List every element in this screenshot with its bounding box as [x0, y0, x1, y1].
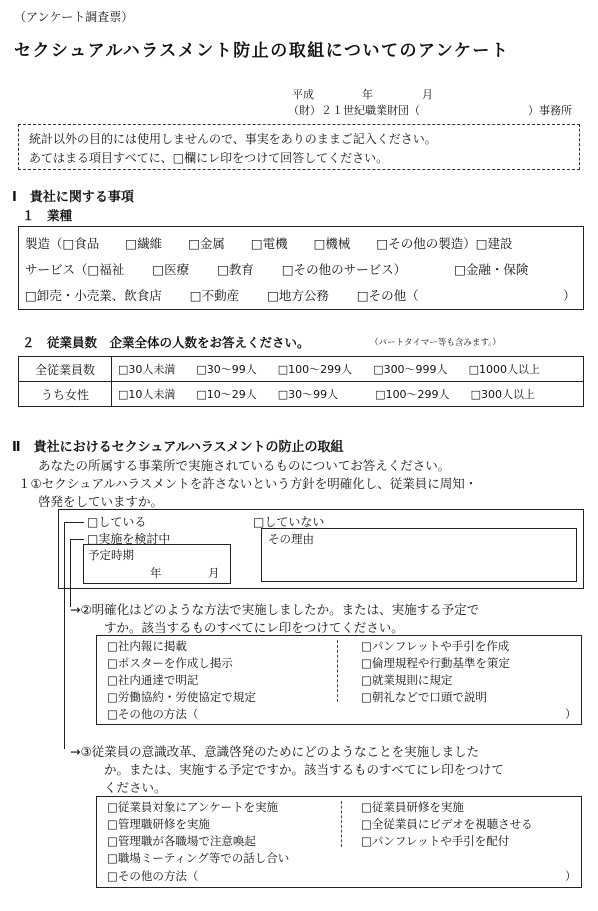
planned-month: 月: [208, 566, 220, 580]
industry-machine[interactable]: □機械: [313, 236, 351, 251]
reason-label: その理由: [268, 532, 314, 546]
method-rules[interactable]: □就業規則に規定: [361, 673, 453, 687]
industry-realestate[interactable]: □不動産: [189, 288, 240, 303]
section2-intro: あなたの所属する事業所で実施されているものについてお答えください。: [38, 458, 451, 473]
aware-manager-alert[interactable]: □管理職が各職場で注意喚起: [107, 834, 256, 848]
reason-field[interactable]: [261, 528, 577, 582]
aware-employee-training[interactable]: □従業員研修を実施: [361, 800, 464, 814]
industry-other-close: ）: [563, 288, 576, 303]
aware-video[interactable]: □全従業員にビデオを視聴させる: [361, 817, 533, 831]
section2-heading: Ⅱ 貴社におけるセクシュアルハラスメントの防止の取組: [12, 440, 344, 455]
q2-2-text-1: →②明確化はどのような方法で実施しましたか。または、実施する予定で: [70, 602, 480, 617]
emp-total-2[interactable]: □30～99人: [196, 363, 257, 376]
aware-other[interactable]: □その他の方法（: [107, 869, 199, 883]
bracket-line: [64, 522, 65, 749]
method-newsletter[interactable]: □社内報に掲載: [107, 639, 187, 653]
emp-female-2[interactable]: □10～29人: [196, 388, 257, 401]
bracket-line: [70, 539, 71, 607]
date-year: 年: [362, 88, 373, 101]
bracket-line: [70, 539, 84, 540]
industry-other[interactable]: □その他（: [356, 288, 419, 303]
org-prefix: （財）２１世紀職業財団（: [288, 104, 420, 117]
aware-other-close: ）: [565, 869, 577, 883]
industry-localgov[interactable]: □地方公務: [267, 288, 329, 303]
emp-total-options: [112, 357, 584, 382]
q2-1-text-2: 啓発をしていますか。: [38, 494, 164, 509]
industry-row-2: [25, 260, 528, 278]
column-divider: [341, 801, 342, 847]
industry-welfare[interactable]: サービス（□福祉: [25, 262, 125, 277]
emp-female-3[interactable]: □30～99人: [277, 388, 339, 401]
aware-manager-training[interactable]: □管理職研修を実施: [107, 817, 210, 831]
emp-total-5[interactable]: □1000人以上: [468, 363, 540, 376]
org-suffix: ）事務所: [528, 104, 572, 117]
emp-total-1[interactable]: □30人未満: [118, 363, 176, 376]
doing-checkbox[interactable]: □している: [87, 515, 147, 529]
method-pamphlet[interactable]: □パンフレットや手引を作成: [361, 639, 510, 653]
emp-total-4[interactable]: □300～999人: [373, 363, 448, 376]
row-head-female: うち女性: [19, 382, 112, 407]
industry-other-mfg[interactable]: □その他の製造）□建設: [376, 236, 513, 251]
industry-other-service[interactable]: □その他のサービス）: [281, 262, 407, 277]
section1-heading: Ⅰ 貴社に関する事項: [12, 190, 134, 205]
method-notice[interactable]: □社内通達で明記: [107, 673, 199, 687]
page-title: セクシュアルハラスメント防止の取組についてのアンケート: [14, 41, 510, 61]
method-other[interactable]: □その他の方法（: [107, 707, 199, 721]
planned-year: 年: [150, 566, 162, 580]
q2-2-text-2: すか。該当するものすべてにレ印をつけてください。: [104, 620, 404, 635]
doc-label: （アンケート調査票）: [14, 10, 134, 24]
bracket-line: [64, 522, 84, 523]
column-divider: [337, 640, 338, 702]
considering-checkbox[interactable]: □実施を検討中: [87, 532, 171, 546]
emp-female-options: [112, 382, 584, 407]
industry-row-1: [25, 234, 513, 252]
notice-box: [18, 124, 580, 170]
not-doing-checkbox[interactable]: □していない: [253, 515, 325, 529]
awareness-box: [96, 796, 582, 888]
method-box: [96, 635, 582, 725]
q2-3-text-1: →③従業員の意識改革、意識啓発のためにどのようなことを実施しました: [70, 744, 480, 759]
q1-label: １ 業種: [22, 208, 73, 223]
emp-female-4[interactable]: □100～299人: [375, 388, 450, 401]
q2-1-text-1: １①セクシュアルハラスメントを許さないという方針を明確化し、従業員に周知・: [18, 476, 478, 491]
method-other-close: ）: [565, 707, 577, 721]
planned-date-box[interactable]: [83, 544, 231, 584]
table-row: [19, 382, 584, 407]
industry-textile[interactable]: □繊維: [125, 236, 163, 251]
notice-line-2: あてはまる項目すべてに、□欄にレ印をつけて回答してください。: [29, 151, 389, 165]
industry-retail[interactable]: □卸売・小売業、飲食店: [25, 288, 162, 303]
industry-electric[interactable]: □電機: [250, 236, 288, 251]
q2-note: （パートタイマー等も含みます。）: [370, 338, 501, 348]
emp-total-3[interactable]: □100～299人: [277, 363, 353, 376]
date-era: 平成: [292, 88, 314, 101]
industry-metal[interactable]: □金属: [188, 236, 225, 251]
q2-label: ２ 従業員数 企業全体の人数をお答えください。: [22, 335, 310, 350]
table-row: [19, 357, 584, 382]
emp-female-5[interactable]: □300人以上: [470, 388, 535, 401]
notice-line-1: 統計以外の目的には使用しませんので、事実をありのままご記入ください。: [29, 132, 437, 146]
method-agreement[interactable]: □労働協約・労使協定で規定: [107, 690, 256, 704]
employee-table: [18, 356, 584, 407]
method-morning[interactable]: □朝礼などで口頭で説明: [361, 690, 487, 704]
date-month: 月: [422, 88, 433, 101]
policy-box: [58, 509, 584, 589]
industry-education[interactable]: □教育: [217, 262, 254, 277]
emp-female-1[interactable]: □10人未満: [118, 388, 176, 401]
aware-survey[interactable]: □従業員対象にアンケートを実施: [107, 800, 279, 814]
industry-medical[interactable]: □医療: [152, 262, 190, 277]
method-poster[interactable]: □ポスターを作成し掲示: [107, 656, 233, 670]
aware-pamphlet[interactable]: □パンフレットや手引を配付: [361, 834, 510, 848]
industry-row-3: [25, 286, 419, 304]
q2-3-text-3: ください。: [104, 780, 167, 795]
aware-meeting[interactable]: □職場ミーティング等での話し合い: [107, 851, 290, 865]
method-ethics[interactable]: □倫理規程や行動基準を策定: [361, 656, 510, 670]
planned-label: 予定時期: [88, 548, 134, 562]
industry-finance[interactable]: □金融・保険: [454, 262, 529, 277]
q2-3-text-2: か。または、実施する予定ですか。該当するものすべてにレ印をつけて: [104, 762, 504, 777]
industry-box: [18, 226, 584, 310]
industry-food[interactable]: 製造（□食品: [25, 236, 100, 251]
row-head-total: 全従業員数: [19, 357, 112, 382]
